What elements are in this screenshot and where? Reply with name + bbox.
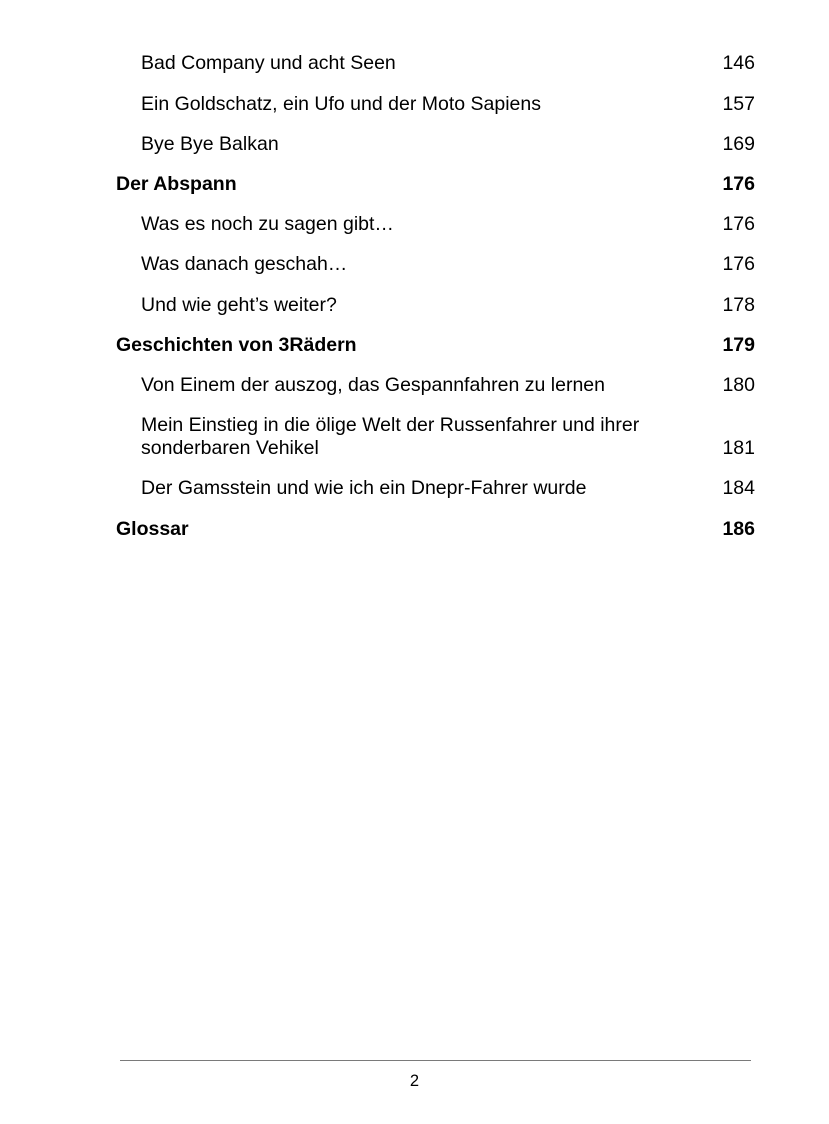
page-number: 2 [409,1072,420,1090]
toc-chapter-page: 186 [722,518,755,540]
toc-entry-page: 180 [722,374,755,396]
toc-chapter-title: Geschichten von 3Rädern [116,334,357,356]
toc-entry-page: 169 [722,133,755,155]
toc-entry-title: Bye Bye Balkan [141,133,279,155]
toc-entry-title: Ein Goldschatz, ein Ufo und der Moto Sapiens [141,93,541,115]
toc-entry-page: 176 [722,213,755,235]
toc-entry-title: Bad Company und acht Seen [141,52,396,74]
toc-entry-page: 184 [722,477,755,499]
toc-chapter-title: Der Abspann [116,173,237,195]
toc-chapter-page: 179 [722,334,755,356]
toc-entry-page: 178 [722,294,755,316]
toc-entry-page: 157 [722,93,755,115]
toc-entry-page: 146 [722,52,755,74]
toc-entry-title: Mein Einstieg in die ölige Welt der Russenfahrer und ihrer sonderbaren Vehikel [141,414,640,459]
toc-entry-title: Was danach geschah… [141,253,348,275]
toc-entry-title: Von Einem der auszog, das Gespannfahren zu lernen [141,374,605,396]
toc-chapter-page: 176 [722,173,755,195]
toc-chapter-title: Glossar [116,518,189,540]
toc-entry-page: 181 [722,437,755,459]
toc-entry-title: Der Gamsstein und wie ich ein Dnepr-Fahrer wurde [141,477,587,499]
footer-divider [120,1060,751,1061]
toc-entry-page: 176 [722,253,755,275]
toc-entry-title: Was es noch zu sagen gibt… [141,213,394,235]
toc-entry-title: Und wie geht’s weiter? [141,294,337,316]
